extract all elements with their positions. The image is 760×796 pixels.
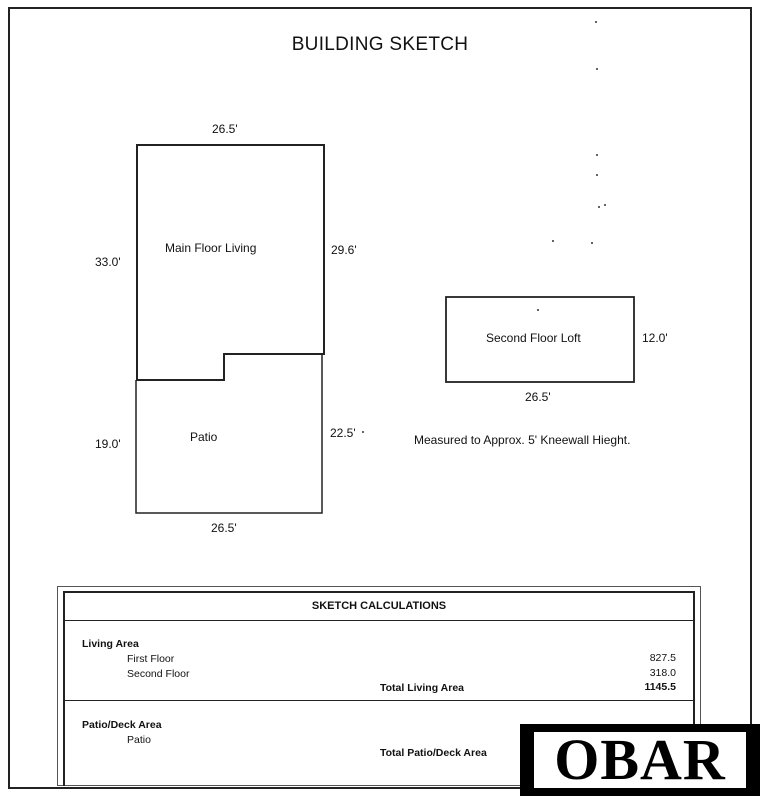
second-floor-label: Second Floor [127,668,190,680]
loft-bottom-dimension: 26.5' [525,390,551,404]
main-floor-left-dimension: 33.0' [95,255,121,269]
first-floor-value: 827.5 [649,652,676,664]
scan-speck [537,309,539,311]
patio-label: Patio [190,430,218,444]
scan-speck [596,154,598,156]
patio-right-dimension: 22.5' [330,426,356,440]
patio-area-label: Patio [127,734,151,746]
total-patio-deck-area-label: Total Patio/Deck Area [380,747,487,759]
scan-speck [598,206,600,208]
page-title: BUILDING SKETCH [291,34,469,55]
patio-left-dimension: 19.0' [95,437,121,451]
first-floor-label: First Floor [127,653,175,665]
patio-deck-area-heading: Patio/Deck Area [82,719,162,731]
patio-outline [136,354,322,513]
obar-logo-plate [534,727,746,792]
loft-label: Second Floor Loft [486,331,581,345]
total-living-area-value: 1145.5 [644,681,676,693]
patio-bottom-dimension: 26.5' [211,521,237,535]
calculations-header-divider [63,620,695,621]
living-area-heading: Living Area [82,638,139,650]
scan-speck [596,174,598,176]
scan-speck [591,242,593,244]
calculations-heading: SKETCH CALCULATIONS [311,600,447,612]
main-floor-top-dimension: 26.5' [212,122,238,136]
scan-speck [596,68,598,70]
main-floor-right-dimension: 29.6' [331,243,357,257]
total-living-area-label: Total Living Area [380,682,465,694]
obar-logo [520,724,760,796]
second-floor-value: 318.0 [649,667,676,679]
kneewall-note: Measured to Approx. 5' Kneewall Hieght. [414,433,631,447]
scan-speck [604,204,606,206]
scan-speck [552,240,554,242]
scan-speck [362,431,364,433]
calculations-section-divider [63,700,695,701]
scan-speck [595,21,597,23]
obar-logo-text: OBAR [554,727,726,792]
main-floor-label: Main Floor Living [165,241,257,255]
main-floor-outline [137,145,324,380]
loft-right-dimension: 12.0' [642,331,668,345]
